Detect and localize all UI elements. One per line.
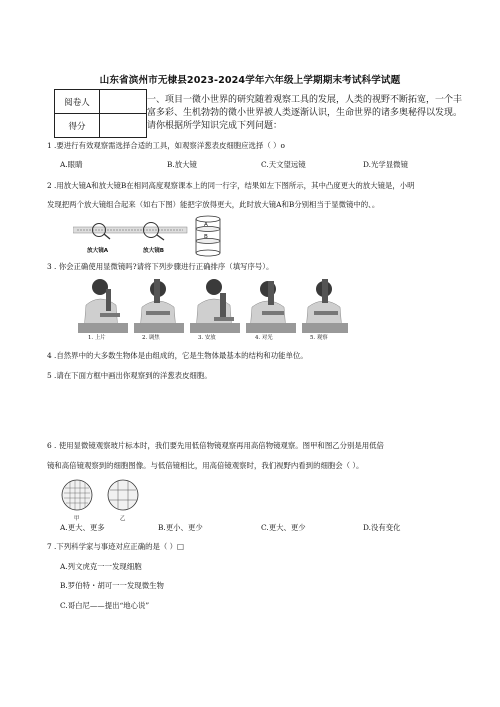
q6-option-d: D.没有变化 <box>363 523 401 532</box>
stacked-lens-b-label: B <box>204 234 208 240</box>
image-yi-label: 乙 <box>120 516 126 522</box>
stacked-lens-a-label: A <box>204 222 208 228</box>
q6-option-c: C.更大、更少 <box>261 523 306 532</box>
step-1-photo <box>78 275 128 333</box>
score-table-grader-cell <box>100 90 147 114</box>
question-6-line-1: 6 . 使用显微镜观察玻片标本时，我们要先用低倍物镜观察再用高倍物镜观察。图甲和图乙分别是用低倍 <box>47 441 384 450</box>
q1-option-c: C.天文望远镜 <box>261 160 306 169</box>
question-6-options <box>60 522 480 534</box>
stacked-lens-icon <box>192 215 224 259</box>
microscope-steps-figure <box>78 275 348 343</box>
question-4: 4 .自然界中的大多数生物体是由组成的，它是生物体最基本的结构和功能单位。 <box>47 351 308 360</box>
q1-option-a: A.眼睛 <box>60 160 83 169</box>
magnifier-a-label: 放大镜A <box>87 248 109 254</box>
step-4-photo <box>246 275 296 333</box>
question-2-line-1: 2 .用放大镜A和放大镜B在相同高度观察课本上的同一行字，结果如左下图所示，其中凸度更大的放大镜是，小明 <box>47 181 415 190</box>
step-3-photo <box>190 275 240 333</box>
student-microscope-icon <box>246 275 296 333</box>
step-4-caption: 4. 对光 <box>255 335 273 341</box>
q7-option-b: B.罗伯特・胡可一一发现微生物 <box>60 581 164 590</box>
step-1-caption: 1. 上片 <box>88 335 106 341</box>
student-microscope-icon <box>78 275 128 333</box>
question-3: 3 . 你会正确使用显微镜吗?请将下列步骤进行正确排序（填写序号）。 <box>47 262 274 271</box>
student-microscope-icon <box>134 275 184 333</box>
question-1: 1 .要进行有效观察需选择合适的工具，如观察洋葱表皮细胞应选择（ ）o <box>47 141 285 150</box>
step-2-caption: 2. 调焦 <box>142 335 160 341</box>
q6-option-a: A.更大、更多 <box>60 523 105 532</box>
section-1-intro: 一、项目一微小世界的研究随着观察工具的发展，人类的视野不断拓宽，一个丰富多彩、生机勃勃的微小世界被人类逐渐认识，生命世界的诸多奥秘得以发现。请你根据所学知识完成下列问题： <box>147 95 463 131</box>
question-5: 5 .请在下面方框中画出你观察到的洋葱表皮细胞。 <box>47 371 212 380</box>
question-7: 7 .下列科学家与事迹对应正确的是（ ）□ <box>47 542 184 551</box>
microscope-view-icon <box>60 478 142 514</box>
step-5-photo <box>302 275 348 333</box>
step-3-caption: 3. 安放 <box>198 335 216 341</box>
score-table <box>54 89 147 138</box>
q6-option-b: B.更小、更少 <box>158 523 203 532</box>
magnifier-b-label: 放大镜B <box>143 248 165 254</box>
image-jia-label: 甲 <box>74 516 80 522</box>
magnifier-comparison-figure <box>73 218 189 258</box>
question-2-line-2: 发现把两个放大镜组合起来（如右下图）能把字放得更大，此时放大镜A和B分别相当于显微镜中的、。 <box>47 200 380 209</box>
student-microscope-icon <box>302 275 348 333</box>
cell-images-figure <box>60 478 142 522</box>
q1-option-b: B.放大镜 <box>167 160 197 169</box>
step-2-photo <box>134 275 184 333</box>
score-table-score-cell <box>100 114 147 138</box>
q7-option-c: C.哥白尼——提出“地心说” <box>60 601 150 610</box>
score-table-grader-label: 阅卷人 <box>55 90 100 114</box>
step-5-caption: 5. 观察 <box>310 335 328 341</box>
combined-magnifier-figure <box>192 215 224 259</box>
question-1-options <box>60 159 480 171</box>
question-6-line-2: 镜和高倍镜观察到的细胞图像。与低倍镜相比，用高倍镜观察时，我们视野内看到的细胞会（ ）。 <box>47 461 364 470</box>
q7-option-a: A.列文虎克一一发现细胞 <box>60 562 142 571</box>
student-microscope-icon <box>190 275 240 333</box>
page-title: 山东省滨州市无棣县2023-2024学年六年级上学期期末考试科学试题 <box>99 75 401 86</box>
score-table-score-label: 得分 <box>55 114 100 138</box>
q1-option-d: D.光学显微镜 <box>363 160 408 169</box>
